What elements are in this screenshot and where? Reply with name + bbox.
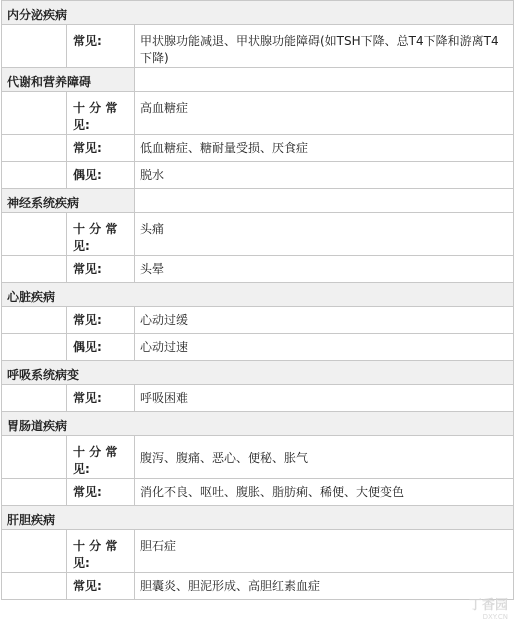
reaction-description: 脱水 — [135, 162, 514, 189]
category-label: 代谢和营养障碍 — [2, 68, 135, 92]
category-row-endocrine — [2, 1, 514, 25]
watermark-site: DXY.CN — [482, 613, 508, 621]
category-row-respiratory — [2, 361, 514, 385]
table-row — [2, 334, 514, 361]
table-row — [2, 25, 514, 68]
table-row — [2, 530, 514, 573]
frequency-label: 偶见: — [67, 162, 135, 189]
empty-cell — [135, 189, 514, 213]
frequency-label: 常见: — [67, 256, 135, 283]
frequency-label: 常见: — [67, 25, 135, 68]
adverse-reactions-table — [1, 0, 514, 600]
table-row — [2, 135, 514, 162]
reaction-description: 呼吸困难 — [135, 385, 514, 412]
empty-cell — [2, 162, 67, 189]
reaction-description: 腹泻、腹痛、恶心、便秘、胀气 — [135, 436, 514, 479]
empty-cell — [2, 479, 67, 506]
reaction-description: 低血糖症、糖耐量受损、厌食症 — [135, 135, 514, 162]
table-row — [2, 479, 514, 506]
empty-cell — [2, 573, 67, 600]
empty-cell — [2, 436, 67, 479]
frequency-label: 十 分 常 见: — [67, 436, 135, 479]
frequency-label: 常见: — [67, 135, 135, 162]
empty-cell — [2, 25, 67, 68]
reaction-description: 消化不良、呕吐、腹胀、脂肪痢、稀便、大便变色 — [135, 479, 514, 506]
reaction-description: 头痛 — [135, 213, 514, 256]
reaction-description: 胆石症 — [135, 530, 514, 573]
frequency-label: 十 分 常 见: — [67, 530, 135, 573]
table-row — [2, 573, 514, 600]
reaction-description: 胆囊炎、胆泥形成、高胆红素血症 — [135, 573, 514, 600]
watermark-brand: 丁香园 — [468, 598, 508, 613]
category-label: 肝胆疾病 — [2, 506, 514, 530]
table-row — [2, 213, 514, 256]
category-label: 胃肠道疾病 — [2, 412, 514, 436]
reaction-description: 心动过缓 — [135, 307, 514, 334]
empty-cell — [135, 68, 514, 92]
table-row — [2, 385, 514, 412]
frequency-label: 常见: — [67, 573, 135, 600]
reaction-description: 头晕 — [135, 256, 514, 283]
empty-cell — [2, 385, 67, 412]
table-row — [2, 92, 514, 135]
frequency-label: 常见: — [67, 307, 135, 334]
empty-cell — [2, 213, 67, 256]
category-row-hepatobiliary — [2, 506, 514, 530]
empty-cell — [2, 135, 67, 162]
empty-cell — [2, 307, 67, 334]
category-label: 内分泌疾病 — [2, 1, 514, 25]
category-label: 神经系统疾病 — [2, 189, 135, 213]
empty-cell — [2, 530, 67, 573]
reaction-description: 高血糖症 — [135, 92, 514, 135]
category-label: 呼吸系统病变 — [2, 361, 514, 385]
frequency-label: 偶见: — [67, 334, 135, 361]
category-row-nervous — [2, 189, 514, 213]
table-row — [2, 162, 514, 189]
reaction-description: 甲状腺功能减退、甲状腺功能障碍(如TSH下降、总T4下降和游离T4下降) — [135, 25, 514, 68]
frequency-label: 十 分 常 见: — [67, 92, 135, 135]
category-label: 心脏疾病 — [2, 283, 514, 307]
frequency-label: 常见: — [67, 479, 135, 506]
category-row-gastrointestinal — [2, 412, 514, 436]
empty-cell — [2, 256, 67, 283]
category-row-cardiac — [2, 283, 514, 307]
table-row — [2, 256, 514, 283]
table-row — [2, 436, 514, 479]
reaction-description: 心动过速 — [135, 334, 514, 361]
empty-cell — [2, 334, 67, 361]
frequency-label: 常见: — [67, 385, 135, 412]
frequency-label: 十 分 常 见: — [67, 213, 135, 256]
empty-cell — [2, 92, 67, 135]
brand-watermark — [469, 594, 508, 621]
category-row-metabolism — [2, 68, 514, 92]
table-row — [2, 307, 514, 334]
